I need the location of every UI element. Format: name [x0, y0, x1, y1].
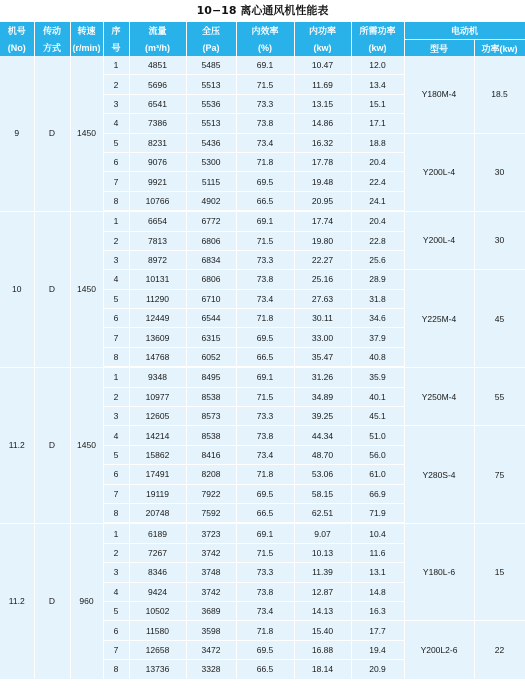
efficiency-cell: 71.8 — [236, 465, 294, 484]
flow-cell: 6541 — [129, 94, 186, 113]
required-power-cell: 11.6 — [351, 543, 404, 562]
efficiency-cell: 69.5 — [236, 172, 294, 191]
pressure-cell: 5485 — [186, 56, 236, 75]
col-header-seq: 序 — [103, 22, 129, 40]
seq-cell: 8 — [103, 660, 129, 680]
motor-power-cell: 55 — [474, 367, 525, 426]
required-power-cell: 40.1 — [351, 387, 404, 406]
motor-model-cell: Y225M-4 — [404, 270, 474, 367]
efficiency-cell: 73.4 — [236, 133, 294, 152]
internal-power-cell: 58.15 — [294, 484, 351, 503]
pressure-cell: 3742 — [186, 543, 236, 562]
internal-power-cell: 12.87 — [294, 582, 351, 601]
required-power-cell: 17.1 — [351, 114, 404, 133]
internal-power-cell: 16.88 — [294, 640, 351, 659]
required-power-cell: 22.4 — [351, 172, 404, 191]
required-power-cell: 71.9 — [351, 503, 404, 523]
internal-power-cell: 9.07 — [294, 523, 351, 543]
internal-power-cell: 16.32 — [294, 133, 351, 152]
flow-cell: 10977 — [129, 387, 186, 406]
speed-cell: 960 — [70, 523, 103, 679]
col-header-pressure: 全压 — [186, 22, 236, 40]
table-row — [0, 523, 525, 543]
seq-cell: 4 — [103, 582, 129, 601]
col-header-machine-no: 机号 — [0, 22, 34, 40]
required-power-cell: 20.9 — [351, 660, 404, 680]
col-header-drive: 传动 — [34, 22, 70, 40]
flow-cell: 9076 — [129, 152, 186, 171]
internal-power-cell: 11.39 — [294, 563, 351, 582]
pressure-cell: 3689 — [186, 601, 236, 620]
flow-cell: 11290 — [129, 289, 186, 308]
flow-cell: 14768 — [129, 347, 186, 367]
internal-power-cell: 35.47 — [294, 347, 351, 367]
seq-cell: 6 — [103, 465, 129, 484]
col-subheader-seq: 号 — [103, 40, 129, 57]
internal-power-cell: 14.13 — [294, 601, 351, 620]
required-power-cell: 25.6 — [351, 250, 404, 269]
flow-cell: 15862 — [129, 445, 186, 464]
required-power-cell: 37.9 — [351, 328, 404, 347]
motor-model-cell: Y180M-4 — [404, 56, 474, 133]
pressure-cell: 8538 — [186, 426, 236, 445]
flow-cell: 9921 — [129, 172, 186, 191]
seq-cell: 4 — [103, 270, 129, 289]
drive-cell: D — [34, 523, 70, 679]
required-power-cell: 15.1 — [351, 94, 404, 113]
seq-cell: 2 — [103, 543, 129, 562]
flow-cell: 6654 — [129, 211, 186, 231]
col-subheader-internal-power: (kw) — [294, 40, 351, 57]
seq-cell: 1 — [103, 367, 129, 387]
required-power-cell: 56.0 — [351, 445, 404, 464]
efficiency-cell: 69.5 — [236, 484, 294, 503]
efficiency-cell: 69.5 — [236, 640, 294, 659]
required-power-cell: 13.1 — [351, 563, 404, 582]
flow-cell: 12449 — [129, 309, 186, 328]
internal-power-cell: 15.40 — [294, 621, 351, 640]
internal-power-cell: 18.14 — [294, 660, 351, 680]
speed-cell: 1450 — [70, 367, 103, 523]
flow-cell: 12658 — [129, 640, 186, 659]
efficiency-cell: 71.5 — [236, 75, 294, 94]
pressure-cell: 3328 — [186, 660, 236, 680]
seq-cell: 4 — [103, 114, 129, 133]
required-power-cell: 66.9 — [351, 484, 404, 503]
col-subheader-machine-no: (No) — [0, 40, 34, 57]
efficiency-cell: 66.5 — [236, 660, 294, 680]
required-power-cell: 10.4 — [351, 523, 404, 543]
internal-power-cell: 10.47 — [294, 56, 351, 75]
seq-cell: 2 — [103, 387, 129, 406]
motor-model-cell: Y200L2-6 — [404, 621, 474, 680]
required-power-cell: 20.4 — [351, 211, 404, 231]
pressure-cell: 5513 — [186, 114, 236, 133]
seq-cell: 7 — [103, 172, 129, 191]
seq-cell: 4 — [103, 426, 129, 445]
table-title: 10−18 离心通风机性能表 — [196, 4, 329, 17]
motor-power-cell: 18.5 — [474, 56, 525, 133]
flow-cell: 5696 — [129, 75, 186, 94]
seq-cell: 5 — [103, 289, 129, 308]
pressure-cell: 8538 — [186, 387, 236, 406]
pressure-cell: 5300 — [186, 152, 236, 171]
efficiency-cell: 69.1 — [236, 367, 294, 387]
flow-cell: 8972 — [129, 250, 186, 269]
required-power-cell: 22.8 — [351, 231, 404, 250]
seq-cell: 6 — [103, 621, 129, 640]
efficiency-cell: 73.3 — [236, 94, 294, 113]
seq-cell: 7 — [103, 328, 129, 347]
internal-power-cell: 17.74 — [294, 211, 351, 231]
table-row — [0, 211, 525, 231]
col-header-efficiency: 内效率 — [236, 22, 294, 40]
col-header-internal-power: 内功率 — [294, 22, 351, 40]
pressure-cell: 3598 — [186, 621, 236, 640]
internal-power-cell: 44.34 — [294, 426, 351, 445]
motor-model-cell: Y250M-4 — [404, 367, 474, 426]
performance-table — [0, 22, 525, 681]
flow-cell: 7267 — [129, 543, 186, 562]
flow-cell: 13609 — [129, 328, 186, 347]
seq-cell: 1 — [103, 523, 129, 543]
internal-power-cell: 14.86 — [294, 114, 351, 133]
pressure-cell: 4902 — [186, 191, 236, 211]
efficiency-cell: 66.5 — [236, 503, 294, 523]
pressure-cell: 5436 — [186, 133, 236, 152]
seq-cell: 8 — [103, 191, 129, 211]
flow-cell: 11580 — [129, 621, 186, 640]
drive-cell: D — [34, 367, 70, 523]
internal-power-cell: 22.27 — [294, 250, 351, 269]
pressure-cell: 6806 — [186, 270, 236, 289]
col-header-motor: 电动机 — [404, 22, 525, 40]
seq-cell: 6 — [103, 309, 129, 328]
seq-cell: 8 — [103, 347, 129, 367]
required-power-cell: 19.4 — [351, 640, 404, 659]
seq-cell: 7 — [103, 484, 129, 503]
pressure-cell: 6710 — [186, 289, 236, 308]
col-subheader-efficiency: (%) — [236, 40, 294, 57]
efficiency-cell: 73.8 — [236, 426, 294, 445]
seq-cell: 7 — [103, 640, 129, 659]
internal-power-cell: 62.51 — [294, 503, 351, 523]
flow-cell: 8346 — [129, 563, 186, 582]
motor-model-cell: Y200L-4 — [404, 211, 474, 270]
efficiency-cell: 69.5 — [236, 328, 294, 347]
internal-power-cell: 20.95 — [294, 191, 351, 211]
required-power-cell: 17.7 — [351, 621, 404, 640]
motor-power-cell: 22 — [474, 621, 525, 680]
pressure-cell: 6544 — [186, 309, 236, 328]
col-header-motor-power: 功率(kw) — [474, 40, 525, 57]
internal-power-cell: 34.89 — [294, 387, 351, 406]
pressure-cell: 6315 — [186, 328, 236, 347]
motor-model-cell: Y280S-4 — [404, 426, 474, 523]
col-subheader-required-power: (kw) — [351, 40, 404, 57]
pressure-cell: 5536 — [186, 94, 236, 113]
speed-cell: 1450 — [70, 56, 103, 211]
efficiency-cell: 66.5 — [236, 347, 294, 367]
speed-cell: 1450 — [70, 211, 103, 367]
flow-cell: 7386 — [129, 114, 186, 133]
seq-cell: 3 — [103, 250, 129, 269]
required-power-cell: 18.8 — [351, 133, 404, 152]
efficiency-cell: 71.5 — [236, 387, 294, 406]
efficiency-cell: 66.5 — [236, 191, 294, 211]
col-header-motor-model: 型号 — [404, 40, 474, 57]
required-power-cell: 13.4 — [351, 75, 404, 94]
required-power-cell: 51.0 — [351, 426, 404, 445]
seq-cell: 5 — [103, 445, 129, 464]
internal-power-cell: 39.25 — [294, 407, 351, 426]
efficiency-cell: 73.3 — [236, 250, 294, 269]
efficiency-cell: 71.5 — [236, 543, 294, 562]
internal-power-cell: 33.00 — [294, 328, 351, 347]
seq-cell: 5 — [103, 601, 129, 620]
seq-cell: 3 — [103, 407, 129, 426]
table-row — [0, 56, 525, 75]
internal-power-cell: 13.15 — [294, 94, 351, 113]
flow-cell: 9348 — [129, 367, 186, 387]
required-power-cell: 45.1 — [351, 407, 404, 426]
internal-power-cell: 25.16 — [294, 270, 351, 289]
flow-cell: 10131 — [129, 270, 186, 289]
drive-cell: D — [34, 56, 70, 211]
seq-cell: 2 — [103, 75, 129, 94]
efficiency-cell: 73.4 — [236, 445, 294, 464]
flow-cell: 6189 — [129, 523, 186, 543]
motor-power-cell: 75 — [474, 426, 525, 523]
required-power-cell: 35.9 — [351, 367, 404, 387]
flow-cell: 10502 — [129, 601, 186, 620]
pressure-cell: 6834 — [186, 250, 236, 269]
flow-cell: 20748 — [129, 503, 186, 523]
required-power-cell: 16.3 — [351, 601, 404, 620]
required-power-cell: 34.6 — [351, 309, 404, 328]
table-header — [0, 22, 525, 56]
col-subheader-pressure: (Pa) — [186, 40, 236, 57]
efficiency-cell: 71.5 — [236, 231, 294, 250]
motor-model-cell: Y180L-6 — [404, 523, 474, 620]
internal-power-cell: 19.48 — [294, 172, 351, 191]
required-power-cell: 24.1 — [351, 191, 404, 211]
col-subheader-flow: (m³/h) — [129, 40, 186, 57]
efficiency-cell: 73.3 — [236, 407, 294, 426]
pressure-cell: 8573 — [186, 407, 236, 426]
internal-power-cell: 11.69 — [294, 75, 351, 94]
internal-power-cell: 30.11 — [294, 309, 351, 328]
col-header-required-power: 所需功率 — [351, 22, 404, 40]
required-power-cell: 12.0 — [351, 56, 404, 75]
required-power-cell: 31.8 — [351, 289, 404, 308]
required-power-cell: 28.9 — [351, 270, 404, 289]
pressure-cell: 6052 — [186, 347, 236, 367]
efficiency-cell: 71.8 — [236, 152, 294, 171]
machine-no-cell: 9 — [0, 56, 34, 211]
seq-cell: 5 — [103, 133, 129, 152]
table-row — [0, 367, 525, 387]
pressure-cell: 3723 — [186, 523, 236, 543]
table-body — [0, 56, 525, 680]
seq-cell: 1 — [103, 56, 129, 75]
pressure-cell: 5115 — [186, 172, 236, 191]
internal-power-cell: 31.26 — [294, 367, 351, 387]
seq-cell: 6 — [103, 152, 129, 171]
efficiency-cell: 73.3 — [236, 563, 294, 582]
efficiency-cell: 73.8 — [236, 582, 294, 601]
flow-cell: 14214 — [129, 426, 186, 445]
efficiency-cell: 73.8 — [236, 270, 294, 289]
motor-power-cell: 45 — [474, 270, 525, 367]
internal-power-cell: 10.13 — [294, 543, 351, 562]
seq-cell: 8 — [103, 503, 129, 523]
pressure-cell: 8495 — [186, 367, 236, 387]
flow-cell: 4851 — [129, 56, 186, 75]
motor-power-cell: 30 — [474, 211, 525, 270]
seq-cell: 3 — [103, 563, 129, 582]
flow-cell: 7813 — [129, 231, 186, 250]
internal-power-cell: 27.63 — [294, 289, 351, 308]
machine-no-cell: 11.2 — [0, 523, 34, 679]
efficiency-cell: 71.8 — [236, 621, 294, 640]
seq-cell: 3 — [103, 94, 129, 113]
flow-cell: 13736 — [129, 660, 186, 680]
flow-cell: 12605 — [129, 407, 186, 426]
internal-power-cell: 53.06 — [294, 465, 351, 484]
pressure-cell: 3748 — [186, 563, 236, 582]
required-power-cell: 20.4 — [351, 152, 404, 171]
machine-no-cell: 10 — [0, 211, 34, 367]
internal-power-cell: 17.78 — [294, 152, 351, 171]
flow-cell: 8231 — [129, 133, 186, 152]
efficiency-cell: 69.1 — [236, 211, 294, 231]
pressure-cell: 7922 — [186, 484, 236, 503]
flow-cell: 17491 — [129, 465, 186, 484]
internal-power-cell: 48.70 — [294, 445, 351, 464]
pressure-cell: 3742 — [186, 582, 236, 601]
efficiency-cell: 73.4 — [236, 289, 294, 308]
flow-cell: 19119 — [129, 484, 186, 503]
drive-cell: D — [34, 211, 70, 367]
motor-power-cell: 30 — [474, 133, 525, 211]
motor-power-cell: 15 — [474, 523, 525, 620]
internal-power-cell: 19.80 — [294, 231, 351, 250]
pressure-cell: 6772 — [186, 211, 236, 231]
pressure-cell: 5513 — [186, 75, 236, 94]
efficiency-cell: 73.4 — [236, 601, 294, 620]
machine-no-cell: 11.2 — [0, 367, 34, 523]
col-subheader-drive: 方式 — [34, 40, 70, 57]
efficiency-cell: 71.8 — [236, 309, 294, 328]
motor-model-cell: Y200L-4 — [404, 133, 474, 211]
pressure-cell: 6806 — [186, 231, 236, 250]
col-header-flow: 流量 — [129, 22, 186, 40]
required-power-cell: 40.8 — [351, 347, 404, 367]
efficiency-cell: 69.1 — [236, 523, 294, 543]
efficiency-cell: 73.8 — [236, 114, 294, 133]
pressure-cell: 7592 — [186, 503, 236, 523]
flow-cell: 9424 — [129, 582, 186, 601]
col-subheader-speed: (r/min) — [70, 40, 103, 57]
required-power-cell: 61.0 — [351, 465, 404, 484]
pressure-cell: 8416 — [186, 445, 236, 464]
flow-cell: 10766 — [129, 191, 186, 211]
seq-cell: 2 — [103, 231, 129, 250]
pressure-cell: 8208 — [186, 465, 236, 484]
seq-cell: 1 — [103, 211, 129, 231]
required-power-cell: 14.8 — [351, 582, 404, 601]
efficiency-cell: 69.1 — [236, 56, 294, 75]
col-header-speed: 转速 — [70, 22, 103, 40]
pressure-cell: 3472 — [186, 640, 236, 659]
